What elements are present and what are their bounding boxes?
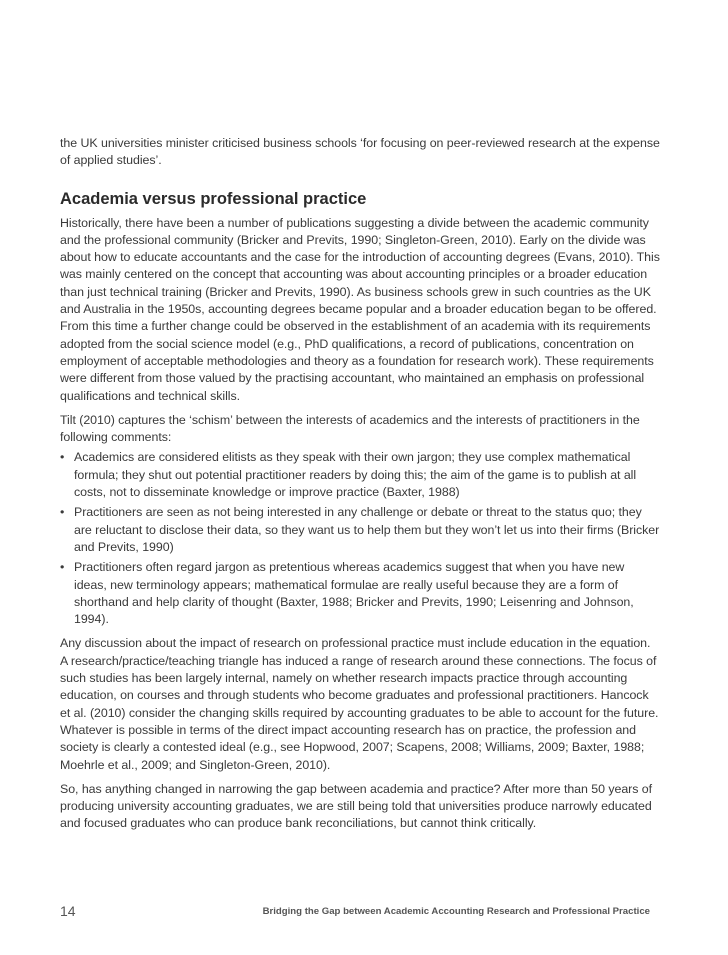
bullet-text: Academics are considered elitists as they speak with their own jargon; they use complex mathematical formula; they shut out potential practitioner readers by doing this; the aim of the game is to publish at all costs, not to disseminate knowledge or improve practice (Baxter, 1988): [74, 450, 637, 500]
paragraph-discussion: Any discussion about the impact of research on professional practice must include education in the equation. A research/practice/teaching triangle has induced a range of research around these connections. The focus of such studies has been largely internal, namely on whether research impacts practice through accounting education, on courses and through students who become graduates and professional practitioners. Hancock et al. (2010) consider the changing skills required by accounting graduates to be able to account for the future. Whatever is possible in terms of the direct impact accounting research has on practice, the profession and society is clearly a contested ideal (e.g., see Hopwood, 2007; Scapens, 2008; Williams, 2009; Baxter, 1988; Moehrle et al., 2009; and Singleton-Green, 2010).: [60, 636, 659, 772]
intro-paragraph: the UK universities minister criticised business schools ‘for focusing on peer-reviewed research at the expense of applied studies’.: [60, 136, 660, 168]
bullet-text: Practitioners are seen as not being interested in any challenge or debate or threat to the status quo; they are reluctant to disclose their data, so they want us to help them but they won’t let us into their firms (Bricker and Previts, 1990): [74, 505, 660, 554]
bullet-item: [60, 449, 660, 501]
bullet-item: [60, 559, 660, 628]
paragraph-conclusion: So, has anything changed in narrowing the gap between academia and practice? After more than 50 years of producing university accounting graduates, we are still being told that universities produce narrowly educated and focused graduates who can produce bank reconciliations, but cannot think critically.: [60, 781, 653, 831]
page-number: 14: [60, 903, 76, 919]
bullet-marker: •: [60, 450, 65, 465]
running-title: Bridging the Gap between Academic Accounting Research and Professional Practice: [262, 906, 650, 917]
paragraph-tilt: Tilt (2010) captures the ‘schism’ between the interests of academics and the interests of practitioners in the following comments:: [60, 412, 640, 445]
page-footer: [60, 903, 650, 923]
bullet-marker: •: [60, 560, 65, 575]
paragraph-historically: Historically, there have been a number of publications suggesting a divide between the academic community and the professional community (Bricker and Previts, 1990; Singleton-Green, 2010). Early on the divide was about how to educate accountants and the case for the introduction of accounting degrees (Evans, 2010). This was mainly centered on the concept that accounting was about accounting principles or a broader education than just technical training (Bricker and Previts, 1990). As business schools grew in such countries as the UK and Australia in the 1950s, accounting degrees became popular and a broader education began to be offered. From this time a further change could be observed in the establishment of an academia with its requirements adopted from the social science model (e.g., PhD qualifications, a record of publications, concentration on employment of acceptable methodologies and theory as a foundation for research work). These requirements were different from those valued by the practising accountant, who maintained an emphasis on professional qualifications and technical skills.: [60, 215, 660, 403]
bullet-list: [60, 449, 660, 628]
bullet-text: Practitioners often regard jargon as pretentious whereas academics suggest that when you have new ideas, new terminology appears; mathematical formulae are really useful because they are a form of shorthand and help clarity of thought (Baxter, 1988; Bricker and Previts, 1990; Leisenring and Johnson, 1994).: [74, 560, 634, 627]
bullet-marker: •: [60, 505, 65, 520]
section-heading: Academia versus professional practice: [60, 189, 367, 208]
body-text: [60, 135, 660, 833]
bullet-item: [60, 504, 660, 556]
